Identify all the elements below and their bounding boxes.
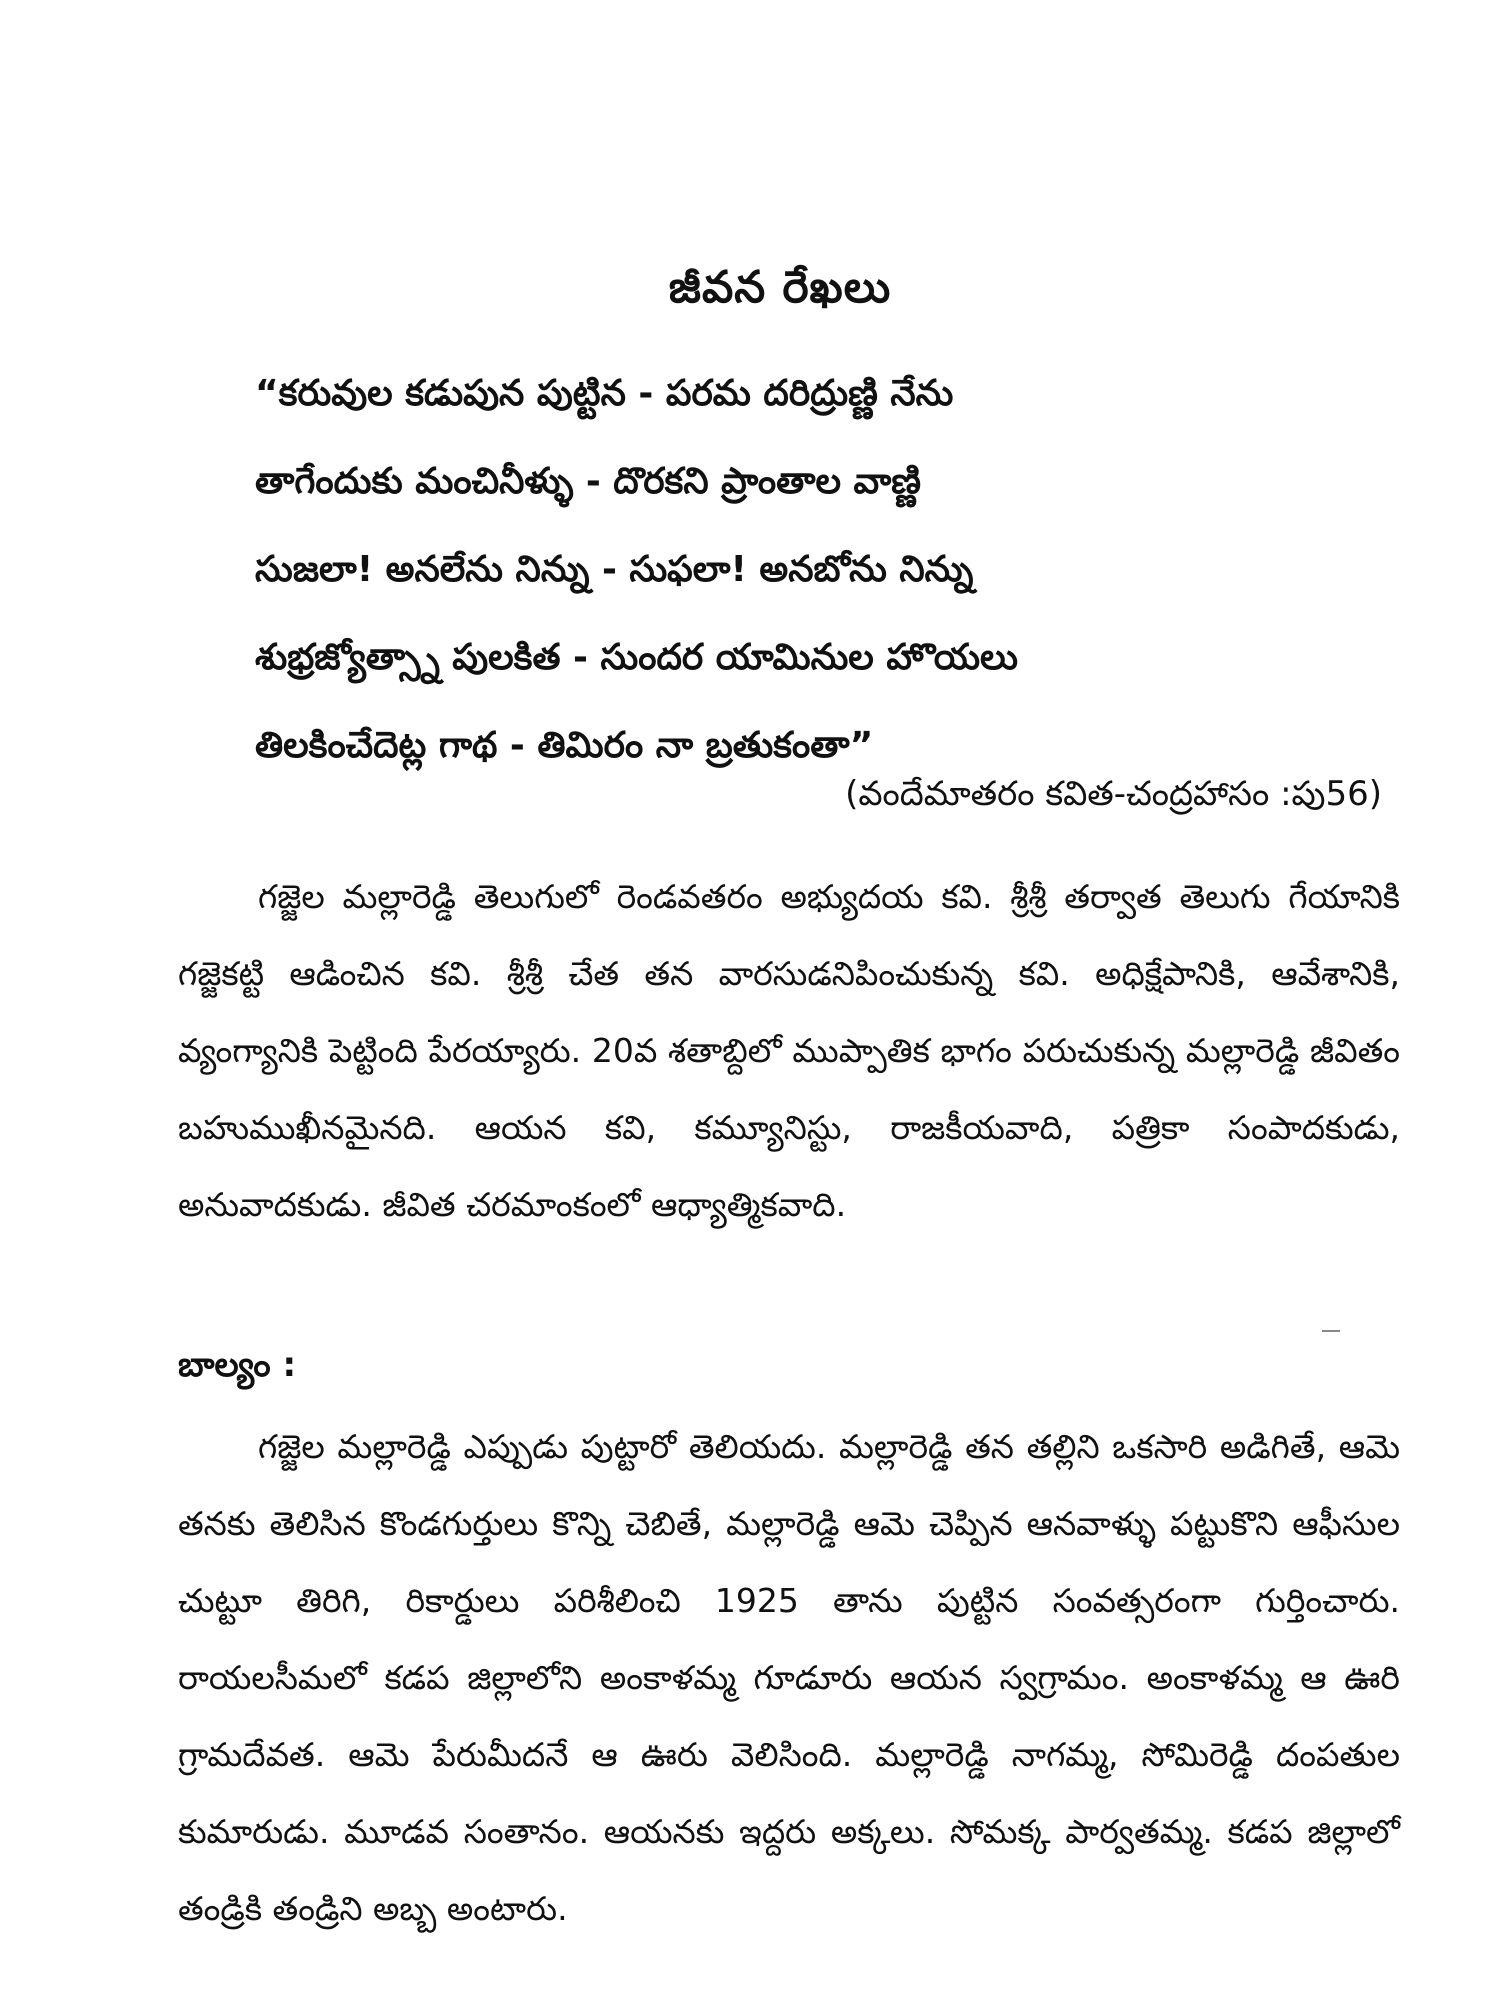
poem-line: సుజలా! అనలేను నిన్ను - సుఫలా! అనబోను నిన్ను [255, 549, 974, 590]
poem-block [255, 350, 1255, 790]
poem-line: “కరువుల కడుపున పుట్టిన - పరమ దరిద్రుణ్ణి నేను [255, 373, 954, 414]
poem-line: తిలకించేదెట్ల గాథ - తిమిరం నా బ్రతుకంతా” [255, 725, 874, 766]
scan-speck [1322, 1330, 1340, 1332]
childhood-paragraph-block [178, 1408, 1400, 1947]
page-title: జీవన రేఖలు [668, 262, 892, 313]
childhood-paragraph: గజ్జెల మల్లారెడ్డి ఎప్పుడు పుట్టారో తెలియదు. మల్లారెడ్డి తన తల్లిని ఒకసారి అడిగితే, ఆమె తనకు తెలిసిన కొండగుర్తులు కొన్ని చెబితే, మల్లారెడ్డి ఆమె చెప్పిన ఆనవాళ్ళు పట్టుకొని ఆఫీసుల చుట్టూ తిరిగి, రికార్డులు పరిశీలించి 1925 తాను పుట్టిన సంవత్సరంగా గుర్తించారు. రాయలసీమలో కడప జిల్లాలోని అంకాళమ్మ గూడూరు ఆయన స్వగ్రామం. అంకాళమ్మ ఆ ఊరి గ్రామదేవత. ఆమె పేరుమీదనే ఆ ఊరు వెలిసింది. మల్లారెడ్డి నాగమ్మ, సోమిరెడ్డి దంపతుల కుమారుడు. మూడవ సంతానం. ఆయనకు ఇద్దరు అక్కలు. సోమక్క పార్వతమ్మ. కడప జిల్లాలో తండ్రికి తండ్రిని అబ్బ అంటారు. [178, 1427, 1401, 1928]
poem-line: తాగేందుకు మంచినీళ్ళు - దొరకని ప్రాంతాల వాణ్ణి [255, 461, 921, 502]
section-heading-childhood: బాల్యం : [178, 1345, 297, 1385]
poem-citation: (వందేమాతరం కవిత-చంద్రహాసం :పు56) [845, 774, 1382, 814]
intro-paragraph-block [178, 858, 1400, 1243]
poem-line: శుభ్రజ్యోత్స్నా పులకిత - సుందర యామినుల హొయలు [255, 637, 1019, 678]
intro-paragraph: గజ్జెల మల్లారెడ్డి తెలుగులో రెండవతరం అభ్యుదయ కవి. శ్రీశ్రీ తర్వాత తెలుగు గేయానికి గజ్జెకట్టి ఆడించిన కవి. శ్రీశ్రీ చేత తన వారసుడనిపించుకున్న కవి. అధిక్షేపానికి, ఆవేశానికి, వ్యంగ్యానికి పెట్టింది పేరయ్యారు. 20వ శతాబ్దిలో ముప్పాతిక భాగం పరుచుకున్న మల్లారెడ్డి జీవితం బహుముఖీనమైనది. ఆయన కవి, కమ్యూనిస్టు, రాజకీయవాది, పత్రికా సంపాదకుడు, అనువాదకుడు. జీవిత చరమాంకంలో ఆధ్యాత్మికవాది. [178, 877, 1400, 1224]
